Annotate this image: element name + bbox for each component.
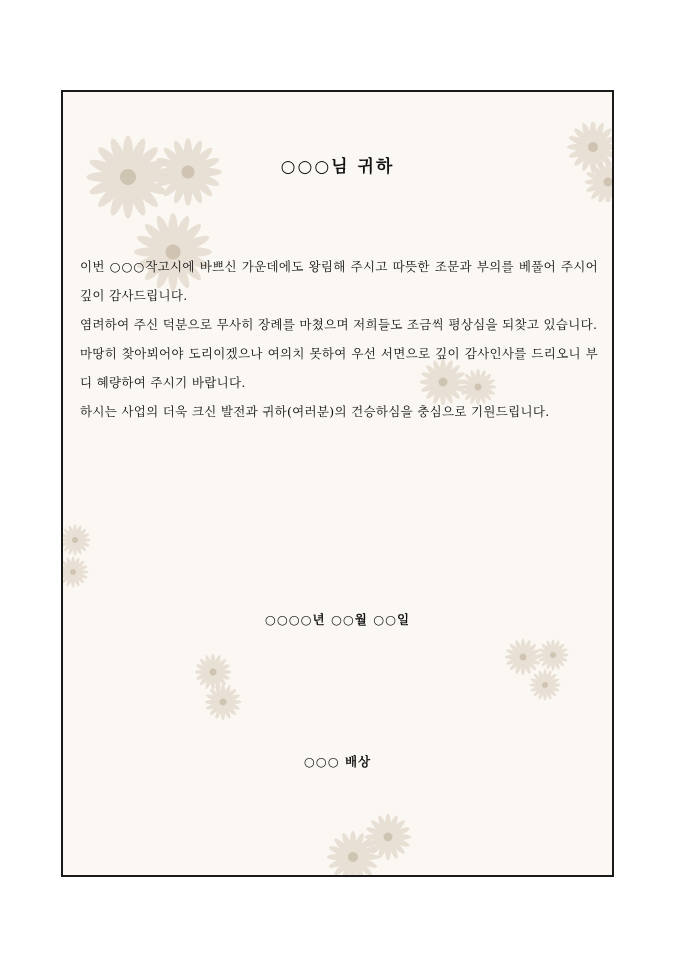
letter-signature: ○○○ 배상	[303, 754, 372, 769]
condolence-thank-you-letter	[61, 90, 614, 877]
flower-cluster-middle-left-decor	[63, 522, 103, 592]
letter-paragraph-1: 이번 ○○○작고시에 바쁘신 가운데에도 왕림해 주시고 따뜻한 조문과 부의를 베풀어 주시어 깊이 감사드립니다.	[80, 259, 598, 303]
letter-paragraph-2: 염려하여 주신 덕분으로 무사히 장례를 마쳤으며 저희들도 조금씩 평상심을 되찾고 있습니다.	[80, 317, 598, 332]
letter-date: ○○○○년 ○○월 ○○일	[264, 612, 411, 627]
letter-paragraph-3: 마땅히 찾아뵈어야 도리이겠으나 여의치 못하여 우선 서면으로 깊이 감사인사를 드리오니 부디 혜량하여 주시기 바랍니다.	[80, 346, 598, 390]
flower-cluster-lower-left-decor	[188, 647, 258, 727]
letter-paragraph-4: 하시는 사업의 더욱 크신 발전과 귀하(여러분)의 건승하심을 충심으로 기원드립니다.	[80, 404, 550, 419]
flower-cluster-lower-right-decor	[503, 637, 578, 707]
letter-body	[80, 252, 598, 426]
flower-cluster-bottom-decor	[323, 812, 423, 877]
letter-title: ○○○님 귀하	[280, 157, 395, 177]
